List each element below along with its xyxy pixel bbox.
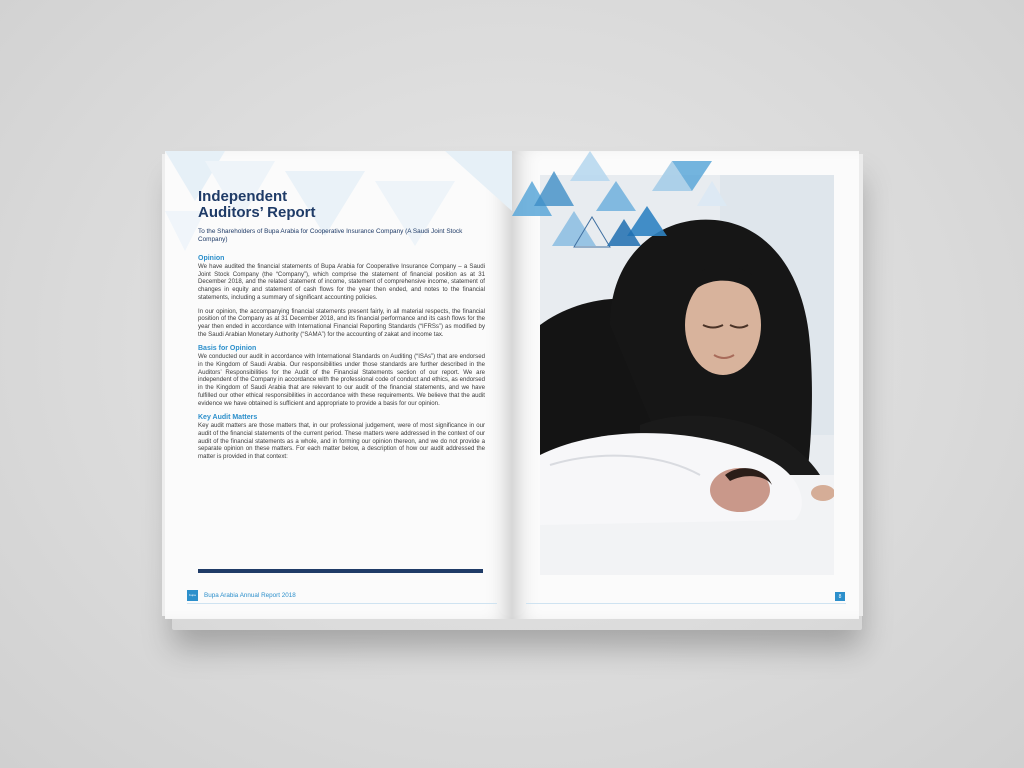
key-audit-paragraph: Key audit matters are those matters that, in our professional judgement, were of most significance in our audit of the financial statements of the current period. These matters were addressed in the context of our audit of the financial statements as a whole, and in forming our opinion thereon, and we do not provide a separate opinion on these matters. For each matter below, a description of how our audit addressed the matter is provided in that context: [198,422,485,461]
footer-rule-left [187,603,497,604]
report-body [198,254,485,467]
triangle-pattern-right [512,151,859,271]
section-heading-opinion: Opinion [198,255,225,262]
opinion-paragraph-1: We have audited the financial statements of Bupa Arabia for Cooperative Insurance Company – a Saudi Joint Stock Company (the “Company”), which comprise the statement of financial position as at 31 December 2018, and the related statement of income, statement of comprehensive income, statement of changes in equity and statement of cash flows for the year then ended, and notes to the financial statements, including a summary of significant accounting policies. [198,263,485,301]
right-page [512,151,859,619]
opinion-paragraph-2: In our opinion, the accompanying financial statements present fairly, in all material respects, the financial position of the Company as at 31 December 2018, and its financial performance and its cash flows for the year then ended in accordance with International Financial Reporting Standards (“IFRSs”) as modified by the Saudi Arabian Monetary Authority (“SAMA”) for the accounting of zakat and income tax. [198,307,485,338]
section-divider [198,569,483,573]
section-heading-key-audit-matters: Key Audit Matters [198,414,258,422]
section-heading-basis: Basis for Opinion [198,345,257,353]
footer-rule-right [526,603,846,604]
report-subtitle: To the Shareholders of Bupa Arabia for Cooperative Insurance Company (A Saudi Joint Stock Company) [198,228,463,243]
publication-title: Bupa Arabia Annual Report 2018 [204,591,296,599]
left-page [165,151,512,619]
report-title: Independent Auditors’ Report [198,188,316,221]
basis-paragraph: We conducted our audit in accordance with International Standards on Auditing (“ISAs”) that are endorsed in the Kingdom of Saudi Arabia. Our responsibilities under those standards are further described in the Auditors’ Responsibilities for the Audit of the Financial Statements section of our report. We are independent of the Company in accordance with the professional code of conduct and ethics, as endorsed in the Kingdom of Saudi Arabia that are relevant to our audit of the financial statements, and we have fulfilled our other ethical responsibilities in accordance with these requirements. We believe that the audit evidence we have obtained is sufficient and appropriate to provide a basis for our opinion. [198,353,485,407]
page-number: 8 [835,592,845,601]
bupa-logo-icon: bupa [187,590,198,601]
left-footer [187,589,296,601]
right-page-edge [859,154,863,616]
